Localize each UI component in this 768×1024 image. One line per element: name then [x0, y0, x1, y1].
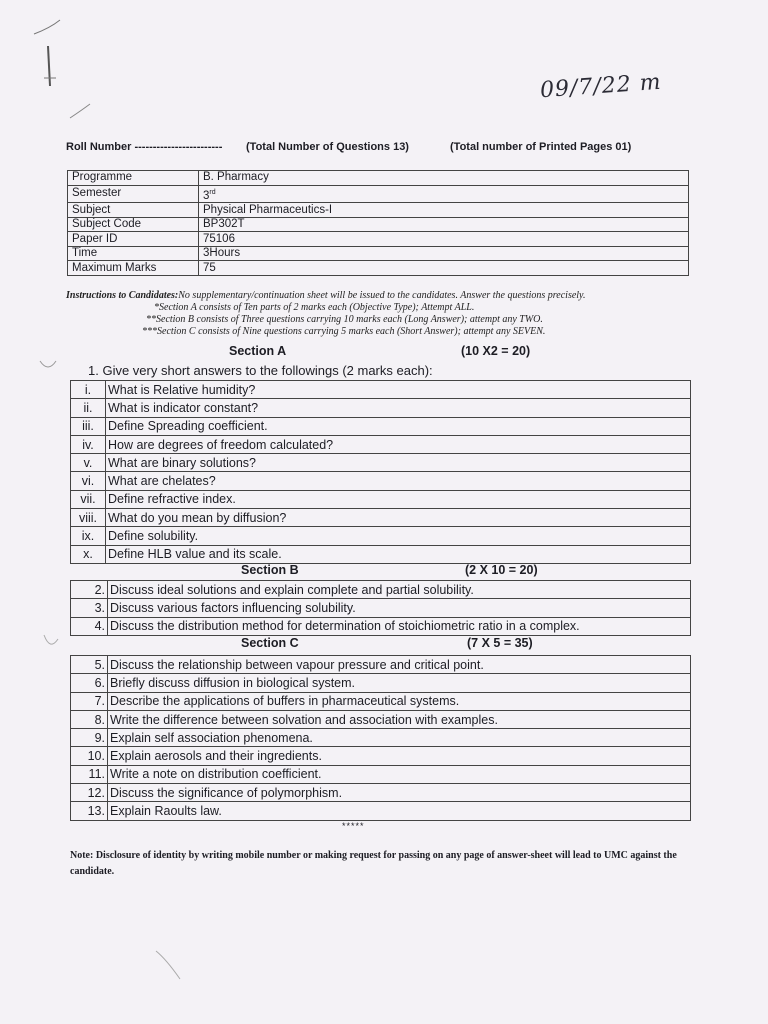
table-row [71, 765, 691, 783]
question-number: 4. [71, 617, 108, 635]
section-b-title: Section B [241, 563, 299, 577]
item-number: viii. [71, 509, 106, 527]
question-text: Briefly discuss diffusion in biological system. [108, 674, 691, 692]
info-row [68, 171, 689, 186]
item-text: What is indicator constant? [106, 399, 691, 417]
semester-value: 3 [203, 189, 210, 202]
question-text: Explain aerosols and their ingredients. [108, 747, 691, 765]
table-row [71, 656, 691, 674]
item-text: Define solubility. [106, 527, 691, 545]
section-a-marks: (10 X2 = 20) [461, 344, 531, 358]
section-a-table [70, 380, 691, 564]
item-number: iii. [71, 417, 106, 435]
roll-number: Roll Number ------------------------ [66, 141, 223, 153]
instruction-section-b: **Section B consists of Three questions carrying 10 marks each (Long Answer); attempt any TWO. [146, 314, 543, 325]
instructions-text: No supplementary/continuation sheet will be issued to the candidates. Answer the questions precisely. [178, 290, 586, 301]
section-c-table [70, 655, 691, 821]
info-value: 75 [199, 261, 689, 276]
table-row [71, 692, 691, 710]
info-value: 75106 [199, 232, 689, 247]
table-row [71, 509, 691, 527]
table-row [71, 747, 691, 765]
table-row [71, 490, 691, 508]
info-value: 3Hours [199, 246, 689, 261]
item-text: Define refractive index. [106, 490, 691, 508]
info-key: Programme [68, 171, 199, 186]
item-number: v. [71, 454, 106, 472]
question-text: Describe the applications of buffers in pharmaceutical systems. [108, 692, 691, 710]
table-row [71, 381, 691, 399]
question-text: Explain self association phenomena. [108, 729, 691, 747]
info-row [68, 185, 689, 203]
question-number: 6. [71, 674, 108, 692]
table-row [71, 674, 691, 692]
item-text: Define HLB value and its scale. [106, 545, 691, 563]
item-number: vi. [71, 472, 106, 490]
question-number: 11. [71, 765, 108, 783]
question-text: Discuss the distribution method for determination of stoichiometric ratio in a complex. [108, 617, 691, 635]
info-key: Subject Code [68, 217, 199, 232]
item-number: ii. [71, 399, 106, 417]
total-pages: (Total number of Printed Pages 01) [450, 141, 632, 153]
table-row [71, 472, 691, 490]
info-row [68, 203, 689, 218]
table-row [71, 729, 691, 747]
info-value: B. Pharmacy [199, 171, 689, 186]
total-questions: (Total Number of Questions 13) [246, 141, 409, 153]
question-text: Write a note on distribution coefficient. [108, 765, 691, 783]
question-1-intro: 1. Give very short answers to the followings (2 marks each): [88, 363, 433, 378]
item-text: What do you mean by diffusion? [106, 509, 691, 527]
disclosure-note: Note: Disclosure of identity by writing mobile number or making request for passing on any page of answer-sheet will lead to UMC against the candidate. [70, 850, 677, 877]
instructions-lead: Instructions to Candidates: [66, 290, 179, 301]
table-row [71, 399, 691, 417]
item-text: What is Relative humidity? [106, 381, 691, 399]
table-row [71, 527, 691, 545]
table-row [71, 435, 691, 453]
end-stars: ***** [342, 821, 365, 831]
question-text: Discuss the relationship between vapour pressure and critical point. [108, 656, 691, 674]
instruction-section-a: *Section A consists of Ten parts of 2 marks each (Objective Type); Attempt ALL. [154, 302, 475, 313]
question-text: Discuss various factors influencing solubility. [108, 599, 691, 617]
info-value: Physical Pharmaceutics-I [199, 203, 689, 218]
item-number: i. [71, 381, 106, 399]
table-row [71, 581, 691, 599]
table-row [71, 617, 691, 635]
item-number: x. [71, 545, 106, 563]
info-key: Time [68, 246, 199, 261]
instructions [66, 290, 706, 338]
info-key: Paper ID [68, 232, 199, 247]
table-row [71, 710, 691, 728]
info-value: BP302T [199, 217, 689, 232]
question-text: Write the difference between solvation and association with examples. [108, 710, 691, 728]
table-row [71, 417, 691, 435]
table-row [71, 545, 691, 563]
section-a-title: Section A [229, 344, 287, 358]
info-value [199, 185, 689, 203]
item-text: Define Spreading coefficient. [106, 417, 691, 435]
question-number: 8. [71, 710, 108, 728]
table-row [71, 802, 691, 820]
info-key: Subject [68, 203, 199, 218]
table-row [71, 784, 691, 802]
item-number: ix. [71, 527, 106, 545]
info-row [68, 232, 689, 247]
info-row [68, 261, 689, 276]
item-number: vii. [71, 490, 106, 508]
info-row [68, 217, 689, 232]
info-key: Maximum Marks [68, 261, 199, 276]
question-number: 5. [71, 656, 108, 674]
section-c-marks: (7 X 5 = 35) [467, 636, 533, 650]
pen-mark-bottom [150, 945, 190, 985]
section-b-marks: (2 X 10 = 20) [465, 563, 538, 577]
question-number: 7. [71, 692, 108, 710]
question-number: 13. [71, 802, 108, 820]
item-number: iv. [71, 435, 106, 453]
question-text: Discuss ideal solutions and explain complete and partial solubility. [108, 581, 691, 599]
item-text: What are chelates? [106, 472, 691, 490]
question-number: 12. [71, 784, 108, 802]
pen-mark-margin [36, 355, 66, 655]
question-number: 9. [71, 729, 108, 747]
paper-info-table [67, 170, 689, 276]
item-text: What are binary solutions? [106, 454, 691, 472]
section-b-table [70, 580, 691, 636]
section-c-title: Section C [241, 636, 299, 650]
info-row [68, 246, 689, 261]
info-key: Semester [68, 185, 199, 203]
question-number: 2. [71, 581, 108, 599]
question-number: 10. [71, 747, 108, 765]
pen-mark-left [30, 10, 110, 130]
table-row [71, 454, 691, 472]
semester-suffix: rd [209, 188, 216, 196]
question-text: Discuss the significance of polymorphism. [108, 784, 691, 802]
question-text: Explain Raoults law. [108, 802, 691, 820]
handwritten-date: 09/7/22 m [539, 69, 663, 104]
question-number: 3. [71, 599, 108, 617]
instruction-section-c: ***Section C consists of Nine questions carrying 5 marks each (Short Answer); attempt any SEVEN. [142, 326, 546, 337]
table-row [71, 599, 691, 617]
item-text: How are degrees of freedom calculated? [106, 435, 691, 453]
